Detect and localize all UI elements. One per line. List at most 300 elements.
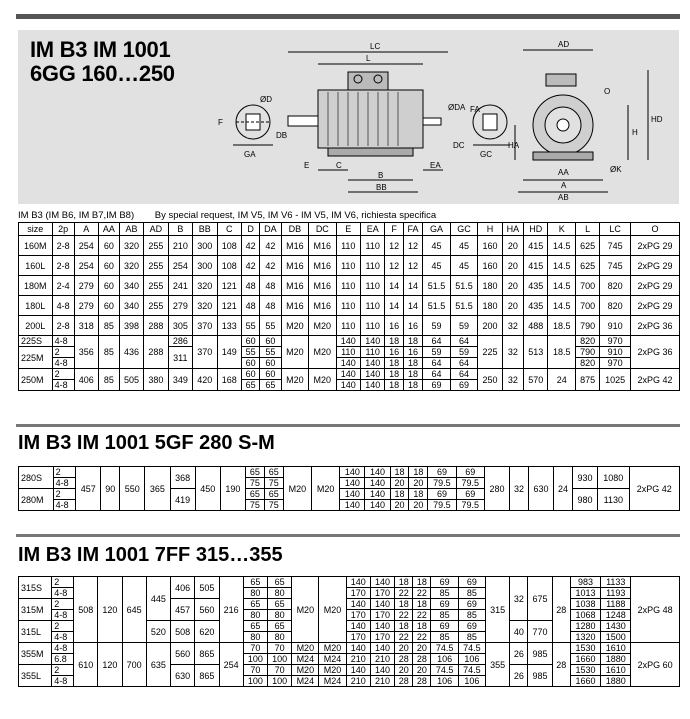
- table-cell: M16: [309, 296, 336, 316]
- table-cell: 1248: [601, 610, 631, 621]
- top-rule: [16, 14, 680, 19]
- table-cell: 210: [370, 654, 394, 665]
- table-cell: 380: [144, 369, 168, 391]
- table-cell: 745: [600, 256, 631, 276]
- table-cell: 4-8: [52, 643, 74, 654]
- table-cell: 106: [431, 654, 458, 665]
- table-cell: 820: [575, 358, 599, 369]
- table-cell: 18: [409, 489, 428, 500]
- table-cell: 190: [220, 467, 245, 511]
- table-cell: 69: [431, 621, 458, 632]
- table-cell: 14.5: [548, 236, 575, 256]
- table-cell: 140: [365, 478, 390, 489]
- table-cell: 2: [53, 489, 76, 500]
- table-cell: M16: [281, 256, 308, 276]
- table-cell: 110: [360, 316, 384, 336]
- table-cell: 508: [74, 577, 98, 643]
- table-cell: 108: [217, 256, 241, 276]
- table-cell: 60: [99, 236, 120, 256]
- table-cell: 255: [144, 296, 168, 316]
- table-cell: 100: [267, 676, 291, 687]
- label-AB: AB: [558, 193, 569, 202]
- table-cell: 20: [502, 276, 523, 296]
- table-cell: 140: [336, 369, 360, 380]
- table-cell: M16: [309, 236, 336, 256]
- table-cell: 985: [528, 665, 552, 687]
- table-cell: 18: [390, 489, 409, 500]
- table-cell: C: [217, 223, 241, 236]
- table-cell: 168: [217, 369, 241, 391]
- dimension-table-3: [18, 576, 680, 687]
- table-cell: GC: [450, 223, 477, 236]
- table-cell: 69: [456, 489, 484, 500]
- table-cell: 140: [346, 621, 370, 632]
- table-cell: 140: [370, 665, 394, 676]
- table-cell: 60: [99, 296, 120, 316]
- table-cell: 200: [478, 316, 502, 336]
- table-cell: 79.5: [456, 500, 484, 511]
- label-H: H: [632, 128, 638, 137]
- table-cell: 70: [243, 665, 267, 676]
- table-cell: B: [168, 223, 192, 236]
- table-cell: 254: [74, 236, 98, 256]
- table-cell: HA: [502, 223, 523, 236]
- table-cell: 69: [458, 599, 485, 610]
- table-cell: 64: [423, 336, 450, 347]
- table-cell: 18: [413, 599, 431, 610]
- table-cell: 216: [219, 577, 243, 643]
- table-cell: 18: [403, 380, 423, 391]
- section-rule-2: [16, 424, 680, 427]
- table-cell: 74.5: [431, 643, 458, 654]
- table-cell: F: [385, 223, 403, 236]
- label-AD: AD: [558, 40, 570, 49]
- table-cell: 2xPG 48: [631, 577, 680, 643]
- table-cell: 2-8: [52, 316, 74, 336]
- label-GA: GA: [244, 150, 256, 159]
- table-cell: M16: [309, 276, 336, 296]
- caption: [18, 210, 454, 221]
- table-cell: 55: [241, 316, 259, 336]
- table-cell: 51.5: [450, 276, 477, 296]
- table-cell: 279: [168, 296, 192, 316]
- dimension-table-2: [18, 466, 680, 511]
- table-cell: 42: [260, 236, 281, 256]
- table-cell: 110: [336, 256, 360, 276]
- table-cell: 32: [502, 369, 523, 391]
- table-cell: 140: [360, 369, 384, 380]
- label-DA: ØDA: [448, 103, 466, 112]
- table-cell: 85: [431, 632, 458, 643]
- table-cell: 820: [600, 276, 631, 296]
- table-cell: 149: [217, 336, 241, 369]
- table-cell: 20: [390, 500, 409, 511]
- table-cell: 85: [458, 588, 485, 599]
- table-cell: 4-8: [52, 336, 74, 347]
- table-cell: 16: [403, 347, 423, 358]
- table-cell: 625: [575, 236, 599, 256]
- table-cell: 18: [403, 369, 423, 380]
- table-cell: BB: [193, 223, 217, 236]
- table-cell: 970: [600, 358, 631, 369]
- table-row: [19, 467, 680, 478]
- table-cell: 1660: [570, 676, 600, 687]
- table-cell: M20: [281, 336, 308, 369]
- table-cell: 415: [524, 236, 548, 256]
- table-cell: 288: [144, 316, 168, 336]
- table-cell: GA: [423, 223, 450, 236]
- table-cell: 6.8: [52, 654, 74, 665]
- caption-left: IM B3 (IM B6, IM B7,IM B8): [18, 210, 135, 221]
- table-cell: 60: [99, 276, 120, 296]
- table-cell: 255: [144, 256, 168, 276]
- table-cell: 85: [458, 610, 485, 621]
- table-cell: 20: [409, 478, 428, 489]
- table-cell: 55: [260, 347, 281, 358]
- table-cell: 18: [385, 336, 403, 347]
- table-cell: EA: [360, 223, 384, 236]
- table-cell: 370: [193, 316, 217, 336]
- table-cell: 55: [241, 347, 259, 358]
- table-cell: 69: [428, 467, 456, 478]
- table-cell: 865: [195, 665, 219, 687]
- label-AA: AA: [558, 168, 569, 177]
- table-cell: 700: [122, 643, 146, 687]
- table-cell: 1880: [601, 676, 631, 687]
- table-cell: H: [478, 223, 502, 236]
- table-cell: M20: [319, 643, 346, 654]
- table-cell: 355: [486, 643, 510, 687]
- table-row: [19, 643, 680, 654]
- table-cell: 2xPG 36: [630, 336, 679, 369]
- table-cell: 80: [267, 632, 291, 643]
- table-cell: M16: [309, 256, 336, 276]
- table-cell: 180: [478, 296, 502, 316]
- label-A: A: [561, 181, 567, 190]
- table-cell: 14: [403, 276, 423, 296]
- table-cell: 770: [528, 621, 552, 643]
- label-GC: GC: [480, 150, 492, 159]
- table-cell: 20: [390, 478, 409, 489]
- table-cell: 45: [423, 256, 450, 276]
- table-cell: 14.5: [548, 256, 575, 276]
- table-cell: 250M: [19, 369, 53, 391]
- label-L: L: [366, 54, 371, 63]
- table-cell: 14.5: [548, 276, 575, 296]
- table-cell: 60: [99, 256, 120, 276]
- feet: [328, 148, 413, 156]
- table-cell: 40: [510, 621, 528, 643]
- table-cell: 4-8: [52, 296, 74, 316]
- table-cell: 60: [260, 336, 281, 347]
- table-cell: 910: [600, 316, 631, 336]
- table-cell: 160M: [19, 236, 53, 256]
- table-cell: 4-8: [52, 588, 74, 599]
- table-cell: 12: [403, 256, 423, 276]
- label-BB: BB: [376, 183, 387, 192]
- table-cell: 108: [217, 236, 241, 256]
- caption-right: By special request, IM V5, IM V6 - IM V5, IM V6, richiesta specifica: [154, 210, 437, 221]
- table-cell: 550: [120, 467, 145, 511]
- label-D: ØD: [260, 95, 272, 104]
- table-cell: 140: [360, 336, 384, 347]
- table-cell: 106: [458, 654, 485, 665]
- table-cell: 45: [423, 236, 450, 256]
- table-cell: 980: [572, 489, 597, 511]
- table-cell: 24: [554, 467, 573, 511]
- table-cell: 355L: [19, 665, 52, 687]
- table-cell: 140: [346, 665, 370, 676]
- table-cell: 488: [524, 316, 548, 336]
- table-cell: 32: [510, 467, 529, 511]
- table-cell: 18: [413, 621, 431, 632]
- table-cell: 79.5: [428, 478, 456, 489]
- label-B: B: [378, 171, 384, 180]
- table-cell: 2xPG 42: [630, 369, 679, 391]
- table-cell: 20: [413, 643, 431, 654]
- table-cell: 22: [395, 610, 413, 621]
- table-cell: 355M: [19, 643, 52, 665]
- table-cell: 2-4: [52, 276, 74, 296]
- table-cell: 106: [458, 676, 485, 687]
- table-cell: 69: [458, 577, 485, 588]
- table-cell: 445: [146, 577, 170, 621]
- table-cell: 320: [193, 276, 217, 296]
- table-cell: LC: [600, 223, 631, 236]
- table-cell: 69: [431, 577, 458, 588]
- table-cell: 1280: [570, 621, 600, 632]
- table-cell: A: [74, 223, 98, 236]
- table-cell: 80: [243, 588, 267, 599]
- table-cell: 20: [395, 643, 413, 654]
- table-cell: M16: [281, 296, 308, 316]
- table-cell: 74.5: [431, 665, 458, 676]
- title-line-1: IM B3 IM 1001: [30, 37, 171, 62]
- table-cell: 133: [217, 316, 241, 336]
- table-cell: 305: [168, 316, 192, 336]
- table-cell: 32: [502, 336, 523, 369]
- shaft: [288, 116, 318, 126]
- table-cell: 1013: [570, 588, 600, 599]
- dimension-drawing: [18, 30, 679, 204]
- table-cell: 110: [360, 296, 384, 316]
- table-cell: 570: [524, 369, 548, 391]
- table-cell: 140: [360, 358, 384, 369]
- table-cell: 22: [413, 632, 431, 643]
- table-cell: 930: [572, 467, 597, 489]
- table-cell: M24: [319, 676, 346, 687]
- table-cell: 64: [423, 369, 450, 380]
- table-cell: size: [19, 223, 53, 236]
- table-cell: 140: [365, 500, 390, 511]
- table-cell: 170: [346, 588, 370, 599]
- table-cell: 225S: [19, 336, 53, 347]
- table-cell: 45: [450, 236, 477, 256]
- table-cell: 419: [170, 489, 195, 511]
- table-cell: 48: [241, 296, 259, 316]
- table-cell: 286: [168, 336, 192, 347]
- table-cell: 300: [193, 256, 217, 276]
- table-cell: M20: [281, 316, 308, 336]
- table-cell: 100: [243, 676, 267, 687]
- table-cell: 59: [423, 347, 450, 358]
- table-cell: 630: [171, 665, 195, 687]
- table-cell: 18: [395, 621, 413, 632]
- section-rule-3: [16, 534, 680, 537]
- table-row: [19, 276, 680, 296]
- table-row: [19, 316, 680, 336]
- table-cell: 745: [600, 236, 631, 256]
- table-cell: 254: [74, 256, 98, 276]
- table-cell: D: [241, 223, 259, 236]
- table-cell: 65: [267, 577, 291, 588]
- table-cell: 436: [119, 336, 143, 369]
- table-cell: DB: [281, 223, 308, 236]
- table-cell: 420: [193, 369, 217, 391]
- table-cell: 4-8: [52, 676, 74, 687]
- table-cell: 20: [409, 500, 428, 511]
- table-cell: 1038: [570, 599, 600, 610]
- label-EA: EA: [430, 161, 441, 170]
- table-cell: 70: [243, 643, 267, 654]
- table-cell: 28: [413, 676, 431, 687]
- table-cell: 42: [241, 236, 259, 256]
- table-cell: M24: [292, 654, 319, 665]
- table-cell: 140: [346, 599, 370, 610]
- table-cell: 254: [219, 643, 243, 687]
- table-cell: 1320: [570, 632, 600, 643]
- table-cell: 64: [450, 358, 477, 369]
- table-cell: 24: [548, 369, 575, 391]
- label-FA: FA: [470, 105, 480, 114]
- table-cell: 69: [423, 380, 450, 391]
- title-line-2: 6GG 160…250: [30, 61, 175, 86]
- table-cell: 75: [245, 478, 264, 489]
- table-cell: 200L: [19, 316, 53, 336]
- table-cell: L: [575, 223, 599, 236]
- table-row: [19, 369, 680, 380]
- table-cell: 18: [413, 577, 431, 588]
- table-cell: 1660: [570, 654, 600, 665]
- table-cell: 12: [385, 256, 403, 276]
- table-cell: 406: [74, 369, 98, 391]
- table-cell: 60: [260, 358, 281, 369]
- table-cell: 48: [260, 276, 281, 296]
- table-cell: 85: [99, 336, 120, 369]
- table-cell: 85: [99, 369, 120, 391]
- table-cell: M20: [309, 369, 336, 391]
- table-cell: 2: [53, 467, 76, 478]
- table-cell: 280M: [19, 489, 54, 511]
- table-cell: 65: [264, 467, 283, 478]
- table-cell: M20: [292, 577, 319, 643]
- table-cell: 120: [98, 643, 122, 687]
- table-cell: 65: [243, 599, 267, 610]
- table-row: [19, 296, 680, 316]
- table-cell: 790: [575, 347, 599, 358]
- table-cell: M16: [281, 276, 308, 296]
- table-cell: 255: [144, 276, 168, 296]
- table-cell: 80: [243, 610, 267, 621]
- table-cell: 48: [241, 276, 259, 296]
- table-cell: 1133: [601, 577, 631, 588]
- table-cell: 241: [168, 276, 192, 296]
- table-cell: 645: [122, 577, 146, 643]
- table-cell: 59: [450, 347, 477, 358]
- table-cell: 315M: [19, 599, 52, 621]
- table-cell: 90: [101, 467, 120, 511]
- table-row: [19, 336, 680, 347]
- table-cell: 180M: [19, 276, 53, 296]
- table-cell: 20: [502, 256, 523, 276]
- table-cell: 255: [144, 236, 168, 256]
- table-cell: 55: [260, 316, 281, 336]
- table-cell: 121: [217, 276, 241, 296]
- table-cell: 610: [74, 643, 98, 687]
- table-cell: 508: [171, 621, 195, 643]
- table-cell: M20: [292, 665, 319, 676]
- table-cell: 280S: [19, 467, 54, 489]
- table-cell: 180: [478, 276, 502, 296]
- table-cell: DA: [260, 223, 281, 236]
- table-cell: M20: [319, 577, 346, 643]
- table-cell: 2xPG 29: [630, 236, 679, 256]
- table-cell: 100: [243, 654, 267, 665]
- table-cell: M24: [292, 676, 319, 687]
- table-cell: DC: [309, 223, 336, 236]
- table-cell: 1080: [598, 467, 629, 489]
- label-HA: HA: [508, 141, 520, 150]
- table-cell: 51.5: [450, 296, 477, 316]
- table-cell: 18: [395, 599, 413, 610]
- table-cell: 2xPG 29: [630, 276, 679, 296]
- table-cell: 18: [403, 336, 423, 347]
- table-cell: M20: [311, 467, 339, 511]
- table-cell: 210: [346, 654, 370, 665]
- table-cell: 85: [458, 632, 485, 643]
- table-cell: 14: [385, 276, 403, 296]
- table-cell: 140: [340, 478, 365, 489]
- table-cell: 79.5: [428, 500, 456, 511]
- table-cell: 26: [510, 665, 528, 687]
- table-cell: 700: [575, 296, 599, 316]
- table-cell: 1500: [601, 632, 631, 643]
- table-cell: 110: [336, 347, 360, 358]
- table-cell: 85: [431, 610, 458, 621]
- table-cell: 140: [370, 599, 394, 610]
- table-cell: M20: [319, 665, 346, 676]
- table-cell: 18: [385, 358, 403, 369]
- table-cell: 340: [119, 296, 143, 316]
- label-DC: DC: [453, 141, 465, 150]
- table-cell: 80: [267, 610, 291, 621]
- table-cell: 340: [119, 276, 143, 296]
- table-cell: 14: [403, 296, 423, 316]
- table-cell: M24: [319, 654, 346, 665]
- label-HD: HD: [651, 115, 663, 124]
- table-cell: 315L: [19, 621, 52, 643]
- table-cell: 4-8: [52, 380, 74, 391]
- table-cell: 65: [264, 489, 283, 500]
- table-cell: 18: [385, 380, 403, 391]
- table-cell: 254: [168, 256, 192, 276]
- table-cell: 288: [144, 336, 168, 369]
- table-cell: 42: [241, 256, 259, 276]
- table-cell: 110: [336, 236, 360, 256]
- table-cell: 65: [245, 489, 264, 500]
- table-cell: 983: [570, 577, 600, 588]
- motor-dimension-svg: [18, 30, 679, 204]
